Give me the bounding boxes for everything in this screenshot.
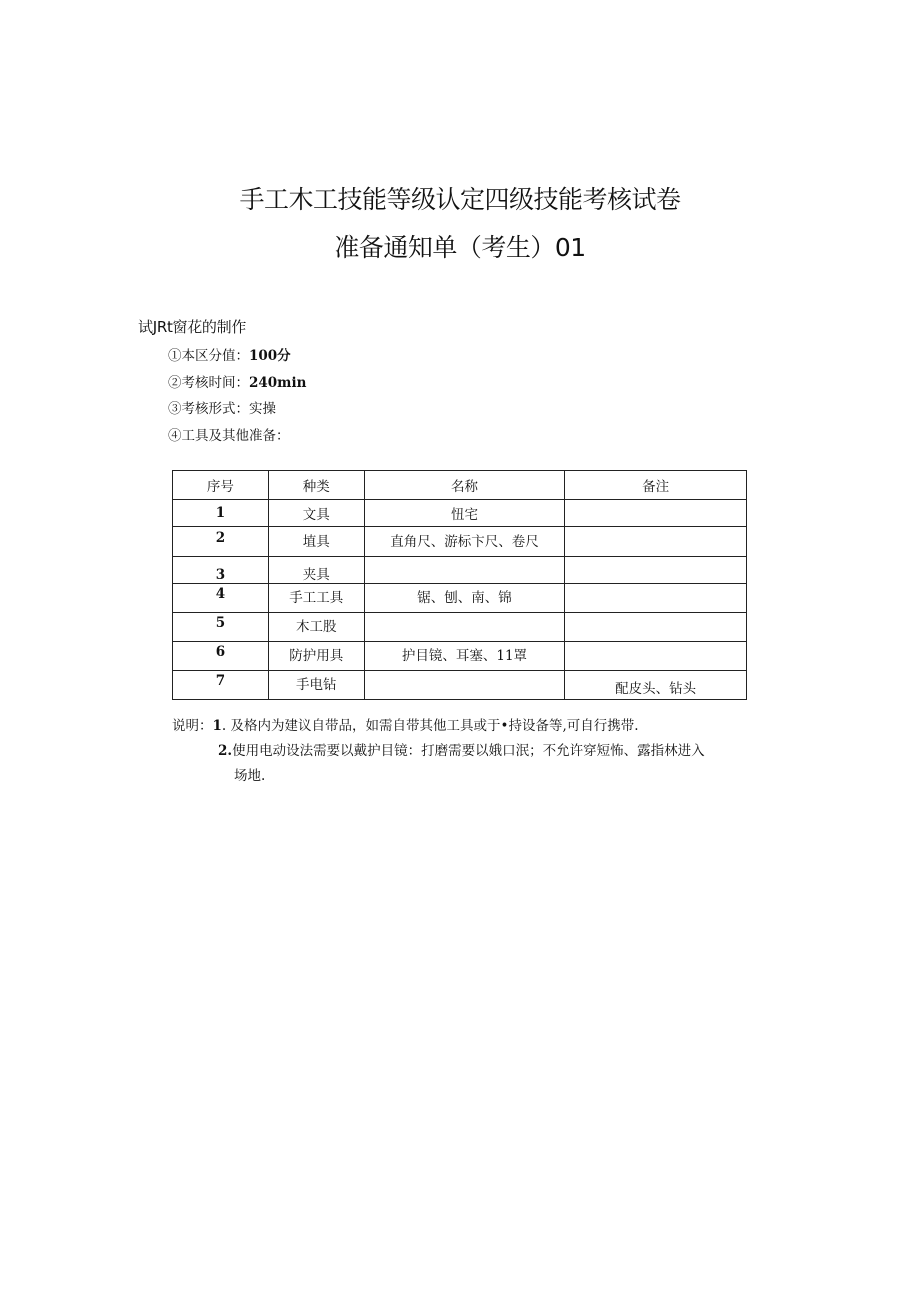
row-note bbox=[565, 527, 747, 557]
header-cell: 序号 bbox=[173, 471, 269, 500]
table-header-row bbox=[173, 471, 747, 500]
info-format bbox=[168, 399, 306, 426]
row-type: 夹具 bbox=[268, 557, 364, 584]
document-subtitle: 准备通知单（考生）01 bbox=[334, 233, 586, 262]
row-number: 5 bbox=[173, 613, 269, 642]
table-row bbox=[173, 557, 747, 584]
exam-subject: 试JRt窗花的制作 bbox=[138, 318, 247, 336]
exam-info-list bbox=[168, 346, 306, 452]
row-number: 6 bbox=[173, 642, 269, 671]
row-name: 忸宅 bbox=[364, 500, 565, 527]
note-number: 1 bbox=[212, 718, 222, 734]
info-label: ④工具及其他准备： bbox=[168, 427, 290, 444]
table-row bbox=[173, 671, 747, 700]
table-row bbox=[173, 500, 747, 527]
note-text: 使用电动设法需要以戴护目镜：打磨需要以娥口泯；不允许穿短怖、露指林进入 bbox=[232, 743, 705, 759]
row-type: 手工工具 bbox=[268, 584, 364, 613]
row-name bbox=[364, 557, 565, 584]
info-value: 100分 bbox=[249, 348, 291, 364]
info-score bbox=[168, 346, 306, 373]
notes-section bbox=[172, 714, 705, 789]
table-row bbox=[173, 527, 747, 557]
row-type: 木工股 bbox=[268, 613, 364, 642]
row-number: 7 bbox=[173, 671, 269, 700]
note-1 bbox=[172, 714, 705, 739]
info-tools bbox=[168, 426, 306, 453]
document-title: 手工木工技能等级认定四级技能考核试卷 bbox=[239, 185, 681, 214]
note-number: 2. bbox=[218, 743, 233, 759]
table-row bbox=[173, 584, 747, 613]
note-2 bbox=[172, 739, 705, 764]
notes-prefix: 说明： bbox=[172, 718, 213, 734]
row-note bbox=[565, 584, 747, 613]
table-row bbox=[173, 642, 747, 671]
row-number: 1 bbox=[173, 500, 269, 527]
row-number: 4 bbox=[173, 584, 269, 613]
note-text: . 及格内为建议自带品，如需自带其他工具或于•持设备等,可自行携带. bbox=[221, 718, 639, 734]
row-name bbox=[364, 613, 565, 642]
table-row bbox=[173, 613, 747, 642]
header-cell: 种类 bbox=[268, 471, 364, 500]
row-name: 锯、刨、南、锦 bbox=[364, 584, 565, 613]
info-duration bbox=[168, 373, 306, 400]
row-type: 防护用具 bbox=[268, 642, 364, 671]
row-number: 3 bbox=[173, 557, 269, 584]
row-number: 2 bbox=[173, 527, 269, 557]
note-2-continued: 场地. bbox=[234, 768, 266, 784]
row-name bbox=[364, 671, 565, 700]
row-note: 配皮头、钻头 bbox=[565, 671, 747, 700]
info-value: 实操 bbox=[249, 401, 276, 417]
row-note bbox=[565, 557, 747, 584]
header-cell: 名称 bbox=[364, 471, 565, 500]
row-note bbox=[565, 642, 747, 671]
row-name: 护目镜、耳塞、11罩 bbox=[364, 642, 565, 671]
info-label: ②考核时间： bbox=[168, 374, 249, 391]
row-type: 埴具 bbox=[268, 527, 364, 557]
row-note bbox=[565, 500, 747, 527]
row-note bbox=[565, 613, 747, 642]
row-type: 文具 bbox=[268, 500, 364, 527]
info-value: 240min bbox=[249, 374, 307, 391]
row-type: 手电钻 bbox=[268, 671, 364, 700]
row-name: 直角尺、游标卞尺、卷尺 bbox=[364, 527, 565, 557]
info-label: ①本区分值： bbox=[168, 348, 249, 364]
header-cell: 备注 bbox=[565, 471, 747, 500]
info-label: ③考核形式： bbox=[168, 401, 249, 417]
tools-table bbox=[172, 470, 747, 700]
